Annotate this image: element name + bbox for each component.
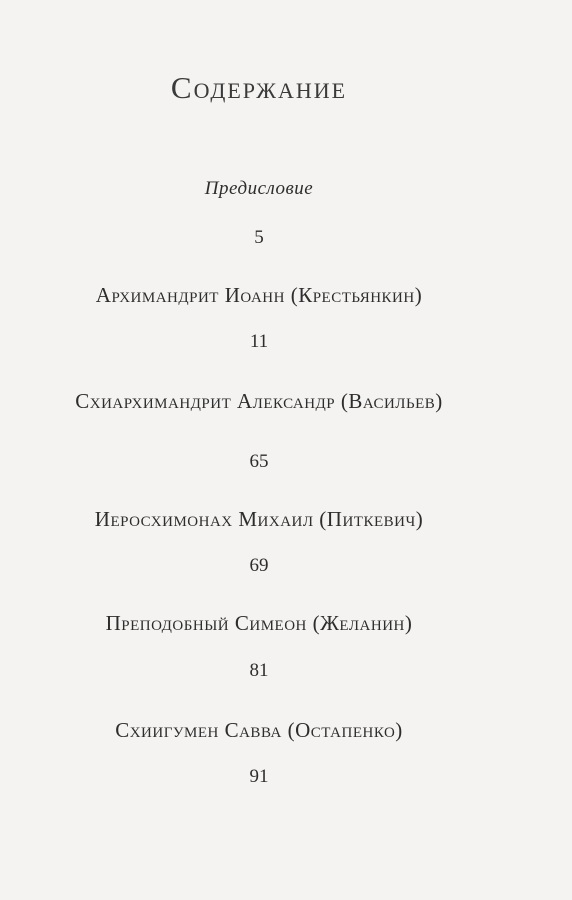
- toc-entry-title: Схиигумен Савва (Остапенко): [115, 718, 403, 742]
- toc-entry-page: 5: [254, 227, 264, 248]
- toc-entry-page: 65: [249, 451, 269, 472]
- toc-entry-page: 69: [249, 555, 269, 576]
- toc-entry-title: Схиархимандрит Александр (Васильев): [75, 389, 443, 413]
- toc-entry-page: 91: [249, 766, 269, 787]
- toc-entry-title: Преподобный Симеон (Желанин): [105, 611, 413, 635]
- toc-entry-title: Иеросхимонах Михаил (Питкевич): [94, 507, 424, 531]
- toc-entry-title: Архимандрит Иоанн (Крестьянкин): [95, 283, 423, 307]
- toc-entry-title: Предисловие: [204, 178, 314, 199]
- toc-entry-page: 81: [249, 660, 269, 681]
- toc-entry-page: 11: [249, 331, 269, 352]
- page-title: Содержание: [170, 70, 348, 105]
